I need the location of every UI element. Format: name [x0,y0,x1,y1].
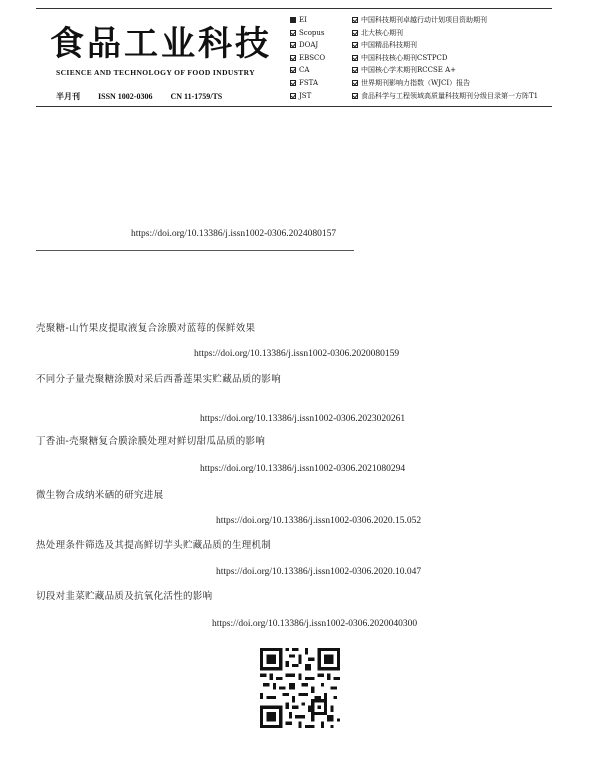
related-article-doi[interactable]: https://doi.org/10.13386/j.issn1002-0306.2021080294 [200,464,406,474]
checkbox-icon [352,80,358,86]
checkbox-icon [290,55,296,61]
index-list-right [352,14,562,102]
frequency-label: 半月刊 [56,92,80,101]
related-article-title[interactable]: 壳聚糖-山竹果皮提取液复合涂膜对蓝莓的保鲜效果 [36,323,256,334]
cn-label: CN 11-1759/TS [170,92,223,101]
checkbox-icon [352,93,358,99]
journal-header [36,10,556,106]
index-item: 中国精品科技期刊 [352,39,562,52]
checkbox-icon [290,93,296,99]
index-item: 世界期刊影响力指数（WJCI）报告 [352,77,562,90]
index-item: 食品科学与工程领域高质量科技期刊分级目录第一方阵T1 [352,90,562,103]
checkbox-icon [290,42,296,48]
related-article-title[interactable]: 热处理条件筛选及其提高鲜切芋头贮藏品质的生理机制 [36,540,272,551]
article-doi-link[interactable]: https://doi.org/10.13386/j.issn1002-0306.2024080157 [131,229,337,239]
checkbox-icon [290,30,296,36]
qr-code-icon [260,648,340,728]
index-item: EBSCO [290,52,346,65]
index-item: CA [290,64,346,77]
index-item: 北大核心期刊 [352,27,562,40]
doi-divider [36,250,354,251]
index-item: JST [290,90,346,103]
related-article-doi[interactable]: https://doi.org/10.13386/j.issn1002-0306.2020080159 [194,349,400,359]
index-item: 中国科技期刊卓越行动计划项目资助期刊 [352,14,562,27]
checkbox-icon [352,42,358,48]
header-top-rule [36,8,552,9]
index-item: 中国科技核心期刊CSTPCD [352,52,562,65]
related-article-title[interactable]: 丁香油-壳聚糖复合膜涂膜处理对鲜切甜瓜品质的影响 [36,436,266,447]
index-item: Scopus [290,27,346,40]
journal-issn-line [56,91,238,102]
checkbox-icon [290,17,296,23]
related-article-title[interactable]: 不同分子量壳聚糖涂膜对采后西番莲果实贮藏品质的影响 [36,374,282,385]
index-item: DOAJ [290,39,346,52]
journal-logo-title: 食品工业科技 [50,24,272,64]
checkbox-icon [352,55,358,61]
index-item: 中国核心学术期刊RCCSE A+ [352,64,562,77]
checkbox-icon [290,67,296,73]
checkbox-icon [352,67,358,73]
related-article-doi[interactable]: https://doi.org/10.13386/j.issn1002-0306.2023020261 [200,414,406,424]
related-article-doi[interactable]: https://doi.org/10.13386/j.issn1002-0306.2020.15.052 [216,516,422,526]
index-list-left [290,14,346,102]
related-article-title[interactable]: 切段对韭菜贮藏品质及抗氧化活性的影响 [36,591,213,602]
related-article-title[interactable]: 微生物合成纳米硒的研究进展 [36,490,164,501]
checkbox-icon [352,17,358,23]
header-divider [36,106,552,107]
index-item: FSTA [290,77,346,90]
index-item: EI [290,14,346,27]
related-article-doi[interactable]: https://doi.org/10.13386/j.issn1002-0306.2020040300 [212,619,418,629]
journal-english-title: SCIENCE AND TECHNOLOGY OF FOOD INDUSTRY [56,68,256,77]
checkbox-icon [352,30,358,36]
checkbox-icon [290,80,296,86]
issn-label: ISSN 1002-0306 [98,92,153,101]
related-article-doi[interactable]: https://doi.org/10.13386/j.issn1002-0306.2020.10.047 [216,567,422,577]
